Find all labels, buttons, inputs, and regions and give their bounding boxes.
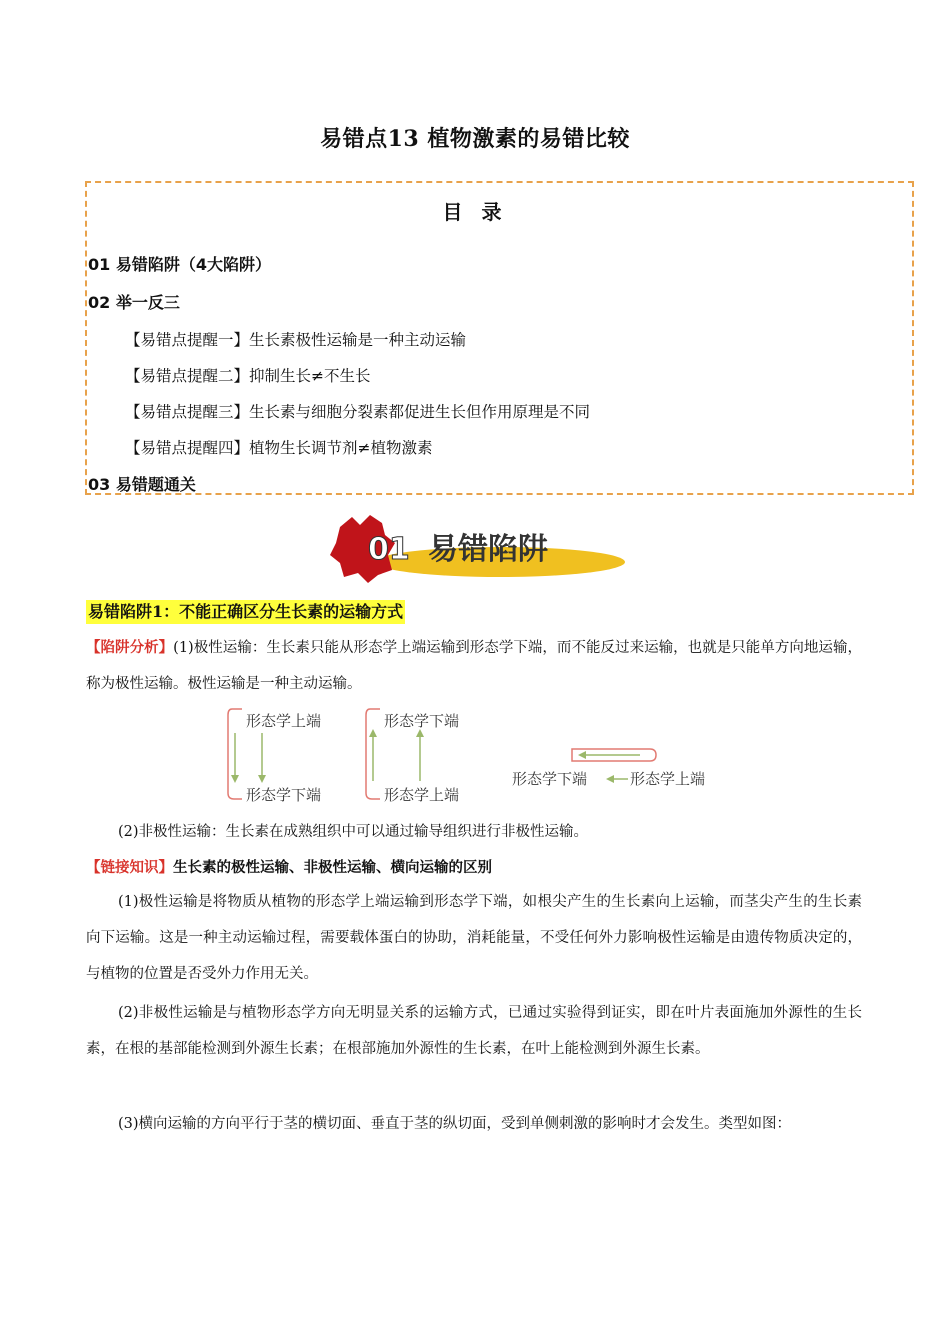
toc-section-2[interactable]: 02 举一反三	[88, 293, 180, 312]
diagram2-arrowhead-right	[416, 729, 424, 737]
diagram2-bottom-label: 形态学上端	[384, 786, 460, 804]
toc-section-3[interactable]: 03 易错题通关	[88, 475, 196, 494]
analysis-text: (1)极性运输：生长素只能从形态学上端运输到形态学下端，而不能反过来运输，也就是只能单方向地运输，称为极性运输。极性运输是一种主动运输。	[86, 640, 862, 692]
diagram2-top-label: 形态学下端	[384, 712, 460, 730]
link-title: 生长素的极性运输、非极性运输、横向运输的区别	[173, 859, 492, 876]
toc-section-1[interactable]: 01 易错陷阱（4大陷阱）	[88, 255, 271, 274]
toc-heading: 目 录	[442, 200, 508, 224]
link-knowledge-heading	[86, 850, 862, 886]
diagram1-top-label: 形态学上端	[246, 712, 322, 730]
diagram3-arrowhead-top	[578, 751, 586, 759]
diagram3-arrowhead-mid	[606, 775, 614, 783]
diagram1-arrowhead-right	[258, 775, 266, 783]
lateral-transport-paragraph: (3)横向运输的方向平行于茎的横切面、垂直于茎的纵切面，受到单侧刺激的影响时才会发生。类型如图：	[118, 1116, 792, 1132]
diagram3-left-label: 形态学下端	[512, 770, 588, 788]
trap-1-title: 易错陷阱1：不能正确区分生长素的运输方式	[86, 600, 405, 624]
banner-label: 易错陷阱	[428, 532, 548, 567]
banner-number: 01	[368, 532, 410, 567]
toc-reminder-1[interactable]: 【易错点提醒一】生长素极性运输是一种主动运输	[125, 331, 467, 349]
diagram2-arrowhead-left	[369, 729, 377, 737]
transport-diagram	[220, 705, 740, 810]
diagram3-right-label: 形态学上端	[630, 770, 706, 788]
nonpolar-transport-paragraph: (2)非极性运输是与植物形态学方向无明显关系的运输方式，已通过实验得到证实，即在叶片表面施加外源性的生长素，在根的基部能检测到外源生长素；在根部施加外源性的生长素，在叶上能检测到外源生长素。	[86, 1005, 862, 1057]
analysis-tag: 【陷阱分析】	[86, 639, 174, 656]
toc-reminder-3[interactable]: 【易错点提醒三】生长素与细胞分裂素都促进生长但作用原理是不同	[125, 403, 591, 421]
diagram1-arrowhead-left	[231, 775, 239, 783]
nonpolar-paragraph: (2)非极性运输：生长素在成熟组织中可以通过输导组织进行非极性运输。	[118, 824, 589, 840]
link-tag: 【链接知识】	[86, 859, 173, 876]
polar-transport-paragraph: (1)极性运输是将物质从植物的形态学上端运输到形态学下端，如根尖产生的生长素向上运输，而茎尖产生的生长素向下运输。这是一种主动运输过程，需要载体蛋白的协助，消耗能量，不受任何外力影响极性运输是由遗传物质决定的，与植物的位置是否受外力作用无关。	[86, 894, 862, 982]
section-banner	[330, 515, 625, 585]
toc-reminder-2[interactable]: 【易错点提醒二】抑制生长≠不生长	[125, 367, 371, 385]
diagram1-bottom-label: 形态学下端	[246, 786, 322, 804]
page-title: 易错点13 植物激素的易错比较	[320, 126, 630, 152]
trap-analysis-paragraph	[86, 630, 862, 702]
toc-reminder-4[interactable]: 【易错点提醒四】植物生长调节剂≠植物激素	[125, 439, 433, 457]
